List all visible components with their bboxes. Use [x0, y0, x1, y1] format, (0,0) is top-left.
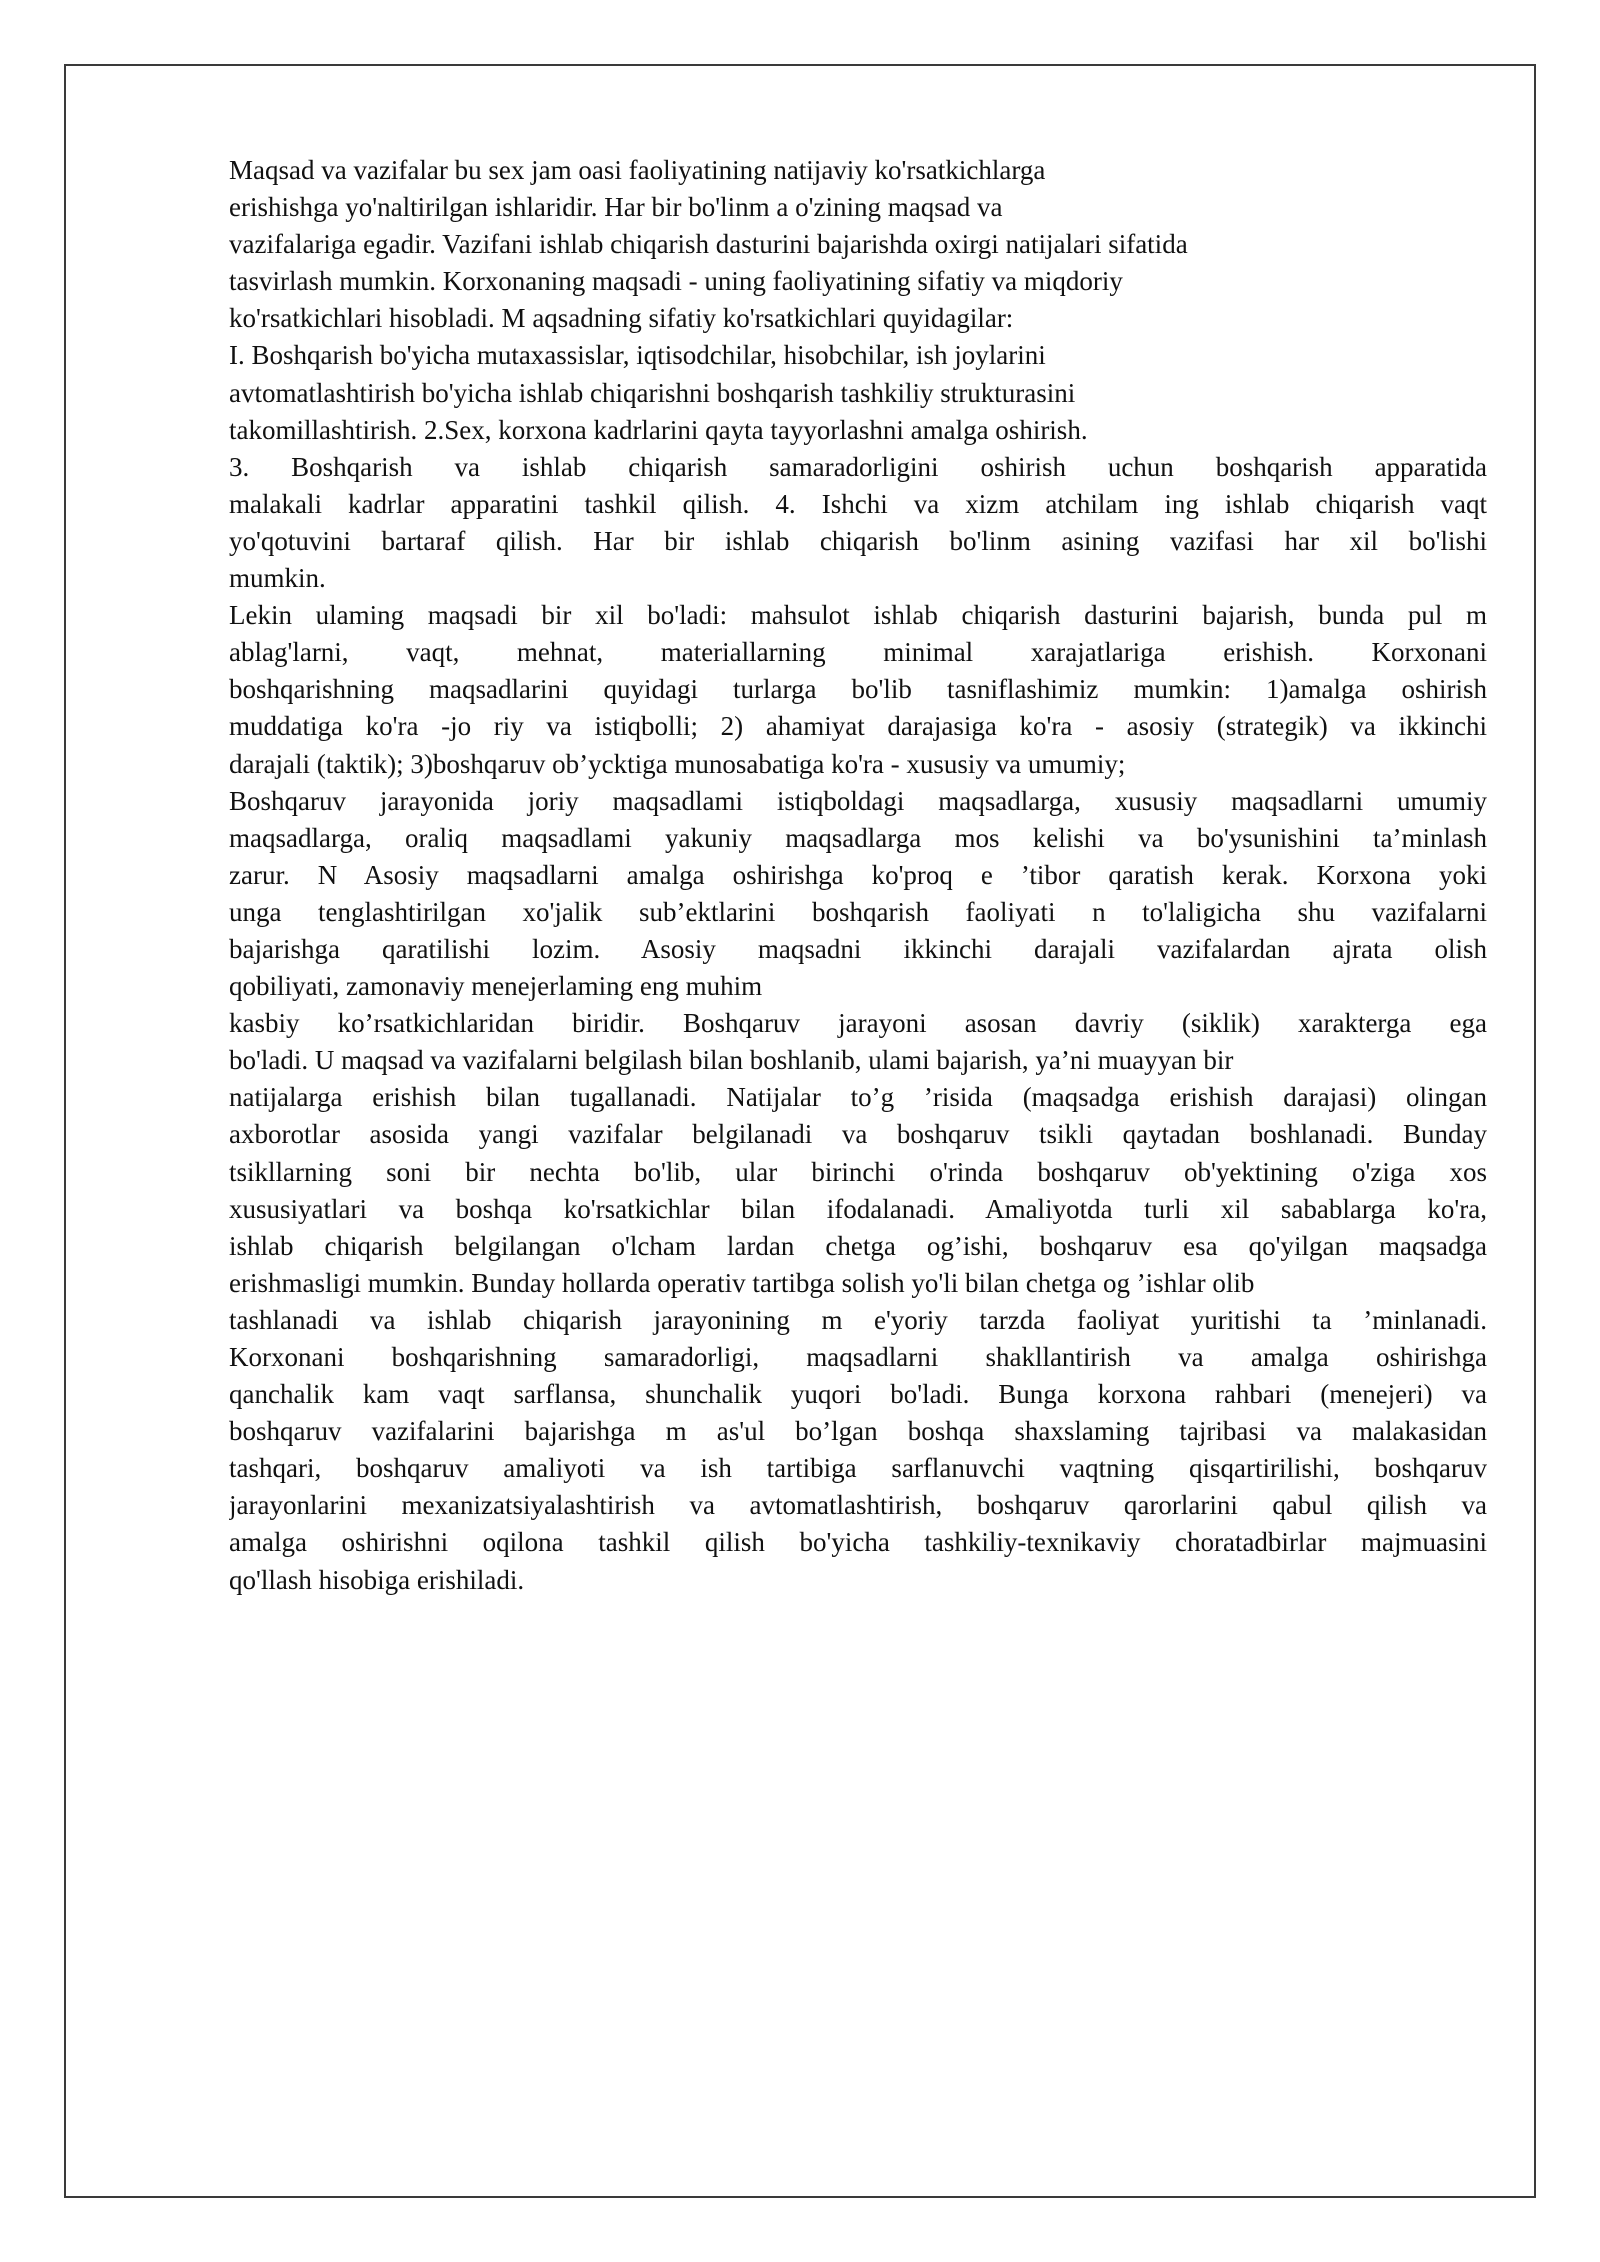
text-line: amalga oshirishni oqilona tashkil qilish bo'yicha tashkiliy-texnikaviy choratadbirlar majmuasini: [229, 1527, 1487, 1558]
text-line: darajali (taktik); 3)boshqaruv ob’ycktiga munosabatiga ko'ra - xususiy va umumiy;: [229, 748, 1126, 779]
text-line: tashqari, boshqaruv amaliyoti va ish tartibiga sarflanuvchi vaqtning qisqartirilishi, boshqaruv: [229, 1453, 1487, 1484]
text-line: zarur. N Asosiy maqsadlarni amalga oshirishga ko'proq e ’tibor qaratish kerak. Korxona yoki: [229, 859, 1487, 890]
text-line: boshqarishning maqsadlarini quyidagi turlarga bo'lib tasniflashimiz mumkin: 1)amalga oshirish: [229, 674, 1487, 705]
text-line: jarayonlarini mexanizatsiyalashtirish va avtomatlashtirish, boshqaruv qarorlarini qabul qilish va: [229, 1490, 1487, 1521]
text-line: bo'ladi. U maqsad va vazifalarni belgilash bilan boshlanib, ulami bajarish, ya’ni muayyan bir: [229, 1045, 1234, 1076]
text-line: ishlab chiqarish belgilangan o'lcham lardan chetga og’ishi, boshqaruv esa qo'yilgan maqsadga: [229, 1230, 1487, 1261]
text-line: qobiliyati, zamonaviy menejerlaming eng muhim: [229, 971, 763, 1002]
text-line: Maqsad va vazifalar bu sex jam oasi faoliyatining natijaviy ko'rsatkichlarga: [229, 155, 1046, 185]
text-line: Korxonani boshqarishning samaradorligi, maqsadlarni shakllantirish va amalga oshirishga: [229, 1342, 1487, 1372]
text-line: tasvirlash mumkin. Korxonaning maqsadi - uning faoliyatining sifatiy va miqdoriy: [229, 266, 1123, 297]
text-line: natijalarga erishish bilan tugallanadi. Natijalar to’g ’risida (maqsadga erishish darajasi) olingan: [229, 1082, 1487, 1113]
text-line: qanchalik kam vaqt sarflansa, shunchalik yuqori bo'ladi. Bunga korxona rahbari (menejeri) va: [229, 1379, 1487, 1410]
text-line: mumkin.: [229, 563, 326, 594]
text-line: qo'llash hisobiga erishiladi.: [229, 1564, 525, 1595]
text-line: maqsadlarga, oraliq maqsadlami yakuniy maqsadlarga mos kelishi va bo'ysunishini ta’minlash: [229, 822, 1487, 853]
text-line: avtomatlashtirish bo'yicha ishlab chiqarishni boshqarish tashkiliy strukturasini: [229, 377, 1076, 408]
text-line: bajarishga qaratilishi lozim. Asosiy maqsadni ikkinchi darajali vazifalardan ajrata olish: [229, 933, 1487, 964]
text-line: muddatiga ko'ra -jo riy va istiqbolli; 2) ahamiyat darajasiga ko'ra - asosiy (strategik) va ikkinchi: [229, 711, 1487, 742]
text-line: tsikllarning soni bir nechta bo'lib, ular birinchi o'rinda boshqaruv ob'yektining o'ziga xos: [229, 1156, 1487, 1187]
text-line: kasbiy ko’rsatkichlaridan biridir. Boshqaruv jarayoni asosan davriy (siklik) xarakterga ega: [229, 1008, 1487, 1039]
text-line: vazifalariga egadir. Vazifani ishlab chiqarish dasturini bajarishda oxirgi natijalari sifatida: [229, 229, 1188, 260]
document-body: [229, 152, 1487, 1599]
text-line: unga tenglashtirilgan xo'jalik sub’ektlarini boshqarish faoliyati n to'laligicha shu vazifalarni: [229, 896, 1487, 927]
text-line: Boshqaruv jarayonida joriy maqsadlami istiqboldagi maqsadlarga, xususiy maqsadlarni umumiy: [229, 785, 1487, 816]
text-line: tashlanadi va ishlab chiqarish jarayonining m e'yoriy tarzda faoliyat yuritishi ta ’minlanadi.: [229, 1304, 1487, 1335]
text-line: boshqaruv vazifalarini bajarishga m as'ul bo’lgan boshqa shaxslaming tajribasi va malakasidan: [229, 1416, 1487, 1447]
text-line: ko'rsatkichlari hisobladi. M aqsadning sifatiy ko'rsatkichlari quyidagilar:: [229, 303, 1014, 334]
text-line: axborotlar asosida yangi vazifalar belgilanadi va boshqaruv tsikli qaytadan boshlanadi. Bunday: [229, 1119, 1487, 1150]
text-line: malakali kadrlar apparatini tashkil qilish. 4. Ishchi va xizm atchilam ing ishlab chiqarish vaqt: [229, 488, 1487, 519]
text-line: yo'qotuvini bartaraf qilish. Har bir ishlab chiqarish bo'linm asining vazifasi har xil bo'lishi: [229, 525, 1487, 556]
text-line: takomillashtirish. 2.Sex, korxona kadrlarini qayta tayyorlashni amalga oshirish.: [229, 414, 1088, 445]
text-line: 3. Boshqarish va ishlab chiqarish samaradorligini oshirish uchun boshqarish apparatida: [229, 451, 1487, 482]
text-line: erishishga yo'naltirilgan ishlaridir. Har bir bo'linm a o'zining maqsad va: [229, 192, 1003, 223]
text-line: I. Boshqarish bo'yicha mutaxassislar, iqtisodchilar, hisobchilar, ish joylarini: [229, 340, 1046, 371]
text-line: ablag'larni, vaqt, mehnat, materiallarning minimal xarajatlariga erishish. Korxonani: [229, 637, 1487, 668]
text-line: xususiyatlari va boshqa ko'rsatkichlar bilan ifodalanadi. Amaliyotda turli xil sabablarga ko'ra,: [229, 1193, 1487, 1224]
text-line: Lekin ulaming maqsadi bir xil bo'ladi: mahsulot ishlab chiqarish dasturini bajarish, bunda pul m: [229, 600, 1487, 631]
text-line: erishmasligi mumkin. Bunday hollarda operativ tartibga solish yo'li bilan chetga og ’ishlar olib: [229, 1267, 1255, 1298]
